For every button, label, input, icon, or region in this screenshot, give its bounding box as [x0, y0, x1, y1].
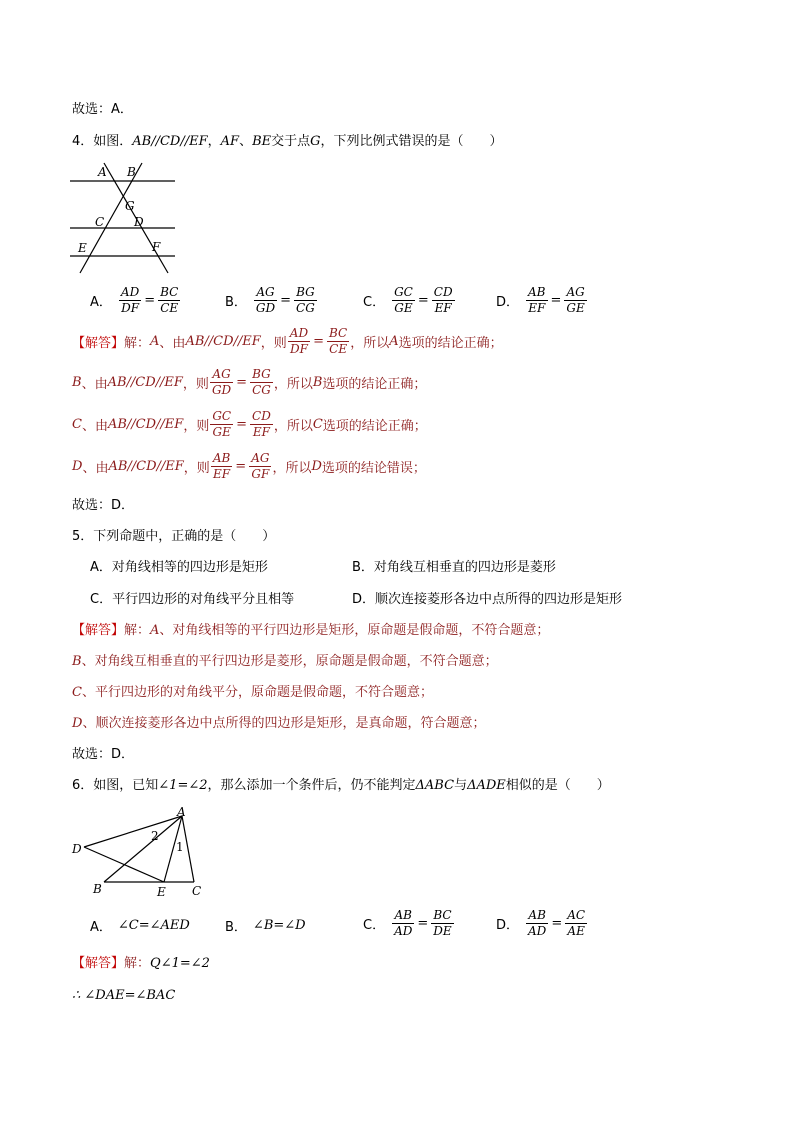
label-e: E — [78, 241, 87, 255]
q5-solution-line-3: C、平行四边形的对角线平分，原命题是假命题，不符合题意； — [72, 685, 433, 700]
q4-option-d[interactable]: D． $\frac{AB}{EF}$ = $\frac{AG}{GE}$ — [496, 285, 585, 315]
label-f: F — [152, 240, 161, 254]
q6-stem: 6．如图，已知∠1=∠2，那么添加一个条件后，仍不能判定ΔABC与ΔADE相似的是（ ） — [72, 778, 610, 793]
label-d: D — [72, 842, 82, 856]
q5-solution-line-2: B、对角线互相垂直的平行四边形是菱形，原命题是假命题，不符合题意； — [72, 654, 498, 669]
q4-parallel-lines-figure — [68, 160, 183, 280]
q6-option-a[interactable]: A． ∠C=∠AED — [90, 918, 190, 935]
segment-ad — [84, 816, 182, 847]
segment-ab — [104, 816, 182, 882]
q5-option-c[interactable]: C．平行四边形的对角线平分且相等 — [90, 592, 295, 607]
q6-option-c[interactable]: C． $\frac{AB}{AD}$ = $\frac{BC}{DE}$ — [363, 908, 452, 938]
q4-option-b[interactable]: B． $\frac{AG}{GD}$ = $\frac{BG}{CG}$ — [225, 285, 315, 315]
q4-solution-line-2: B 、由 AB//CD//EF ，则 $\frac{AG}{GD}$ = $\frac{BG}{CG}$ ，所以 B 选项的结论正确； — [72, 367, 427, 397]
q5-option-a[interactable]: A．对角线相等的四边形是矩形 — [90, 560, 268, 575]
q4-solution-line-1: 【解答】 解： A 、由 AB//CD//EF ，则 $\frac{AD}{DF}$ = $\frac{BC}{CE}$ ，所以 A 选项的结论正确； — [72, 326, 503, 356]
label-angle-2: 2 — [151, 829, 159, 843]
segment-ac — [182, 816, 194, 882]
q5-option-d[interactable]: D．顺次连接菱形各边中点所得的四边形是矩形 — [352, 592, 623, 607]
label-c: C — [95, 215, 105, 229]
q6-triangle-figure — [68, 806, 218, 901]
label-b: B — [93, 882, 102, 896]
q5-stem: 5．下列命题中，正确的是（ ） — [72, 529, 276, 544]
q6-solution-line-2: ∴ ∠DAE=∠BAC — [72, 988, 176, 1003]
q4-solution-line-4: D 、由 AB//CD//EF ，则 $\frac{AB}{EF}$ = $\frac{AG}{GF}$ ，所以 D 选项的结论错误； — [72, 451, 426, 481]
q5-option-b[interactable]: B．对角线互相垂直的四边形是菱形 — [352, 560, 556, 575]
q5-answer: 故选：D． — [72, 747, 135, 762]
q6-option-d[interactable]: D． $\frac{AB}{AD}$ = $\frac{AC}{AE}$ — [496, 908, 586, 938]
q4-stem: 4．如图．AB//CD//EF，AF、BE交于点G，下列比例式错误的是（ ） — [72, 134, 503, 149]
label-a: A — [98, 165, 107, 179]
q5-solution-line-1: 【解答】解：A、对角线相等的平行四边形是矩形，原命题是假命题，不符合题意； — [72, 623, 550, 638]
q6-option-b[interactable]: B． ∠B=∠D — [225, 918, 306, 935]
q5-solution-line-4: D、顺次连接菱形各边中点所得的四边形是矩形，是真命题，符合题意； — [72, 716, 486, 731]
label-angle-1: 1 — [176, 840, 184, 854]
q4-option-c[interactable]: C． $\frac{GC}{GE}$ = $\frac{CD}{EF}$ — [363, 285, 453, 315]
label-b: B — [127, 165, 136, 179]
q4-option-a[interactable]: A． $\frac{AD}{DF}$ = $\frac{BC}{CE}$ — [90, 285, 179, 315]
label-c: C — [192, 884, 202, 898]
q6-solution-line-1: 【解答】解：Q∠1=∠2 — [72, 956, 210, 971]
label-g: G — [125, 199, 135, 213]
label-e: E — [157, 885, 166, 899]
label-a: A — [177, 806, 186, 819]
label-d: D — [134, 215, 144, 229]
q4-answer: 故选：D． — [72, 498, 135, 513]
q4-solution-line-3: C 、由 AB//CD//EF ，则 $\frac{GC}{GE}$ = $\frac{CD}{EF}$ ，所以 C 选项的结论正确； — [72, 409, 427, 439]
prev-answer: 故选：A． — [72, 102, 133, 117]
